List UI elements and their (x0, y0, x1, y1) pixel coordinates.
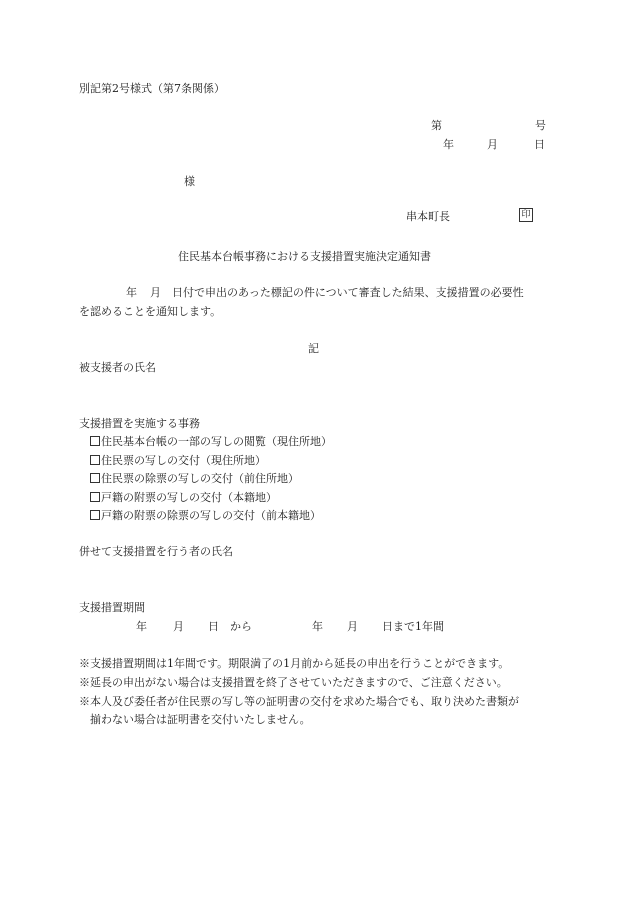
document-title: 住民基本台帳事務における支援措置実施決定通知書 (178, 250, 431, 263)
measure-item-label: 住民票の除票の写しの交付（前住所地） (101, 472, 299, 485)
measures-label: 支援措置を実施する事務 (79, 417, 200, 430)
body-month: 月 (150, 286, 161, 299)
checkbox (90, 510, 100, 520)
body-line1: 日付で申出のあった標記の件について審査した結果、支援措置の必要性 (172, 286, 524, 299)
measure-item-label: 戸籍の附票の除票の写しの交付（前本籍地） (101, 509, 321, 522)
measure-item (90, 473, 299, 484)
form-label: 別記第2号様式（第7条関係） (79, 82, 225, 95)
measure-item-label: 戸籍の附票の写しの交付（本籍地） (101, 491, 277, 504)
supported-person-label: 被支援者の氏名 (79, 361, 156, 374)
checkbox (90, 436, 100, 446)
doc-number-suffix: 号 (535, 119, 546, 132)
note: ※延長の申出がない場合は支援措置を終了させていただきますので、ご注意ください。 (79, 676, 508, 689)
period-from-month: 月 (173, 620, 184, 633)
measure-item-label: 住民票の写しの交付（現住所地） (101, 454, 266, 467)
period-label: 支援措置期間 (79, 601, 145, 614)
period-to-month: 月 (347, 620, 358, 633)
period-to-day: 日まで1年間 (382, 620, 444, 633)
period-from-kara: から (230, 620, 252, 633)
date-month: 月 (487, 138, 498, 151)
date-day: 日 (534, 138, 545, 151)
note: ※支援措置期間は1年間です。期限満了の1月前から延長の申出を行うことができます。 (79, 657, 510, 670)
checkbox (90, 455, 100, 465)
measure-item (90, 510, 321, 521)
checkbox (90, 492, 100, 502)
measure-item (90, 455, 266, 466)
doc-number-prefix: 第 (431, 119, 442, 132)
note: ※本人及び委任者が住民票の写し等の証明書の交付を求めた場合でも、取り決めた書類が (79, 695, 519, 708)
period-from-day: 日 (208, 620, 219, 633)
measure-item (90, 436, 332, 447)
date-year: 年 (443, 138, 454, 151)
issuer: 串本町長 (406, 210, 450, 223)
body-line2: を認めることを通知します。 (79, 305, 222, 318)
period-to-year: 年 (312, 620, 323, 633)
joint-person-label: 併せて支援措置を行う者の氏名 (79, 545, 233, 558)
measure-item (90, 492, 277, 503)
ki-marker: 記 (308, 342, 319, 355)
addressee-suffix: 様 (184, 175, 195, 188)
measure-item-label: 住民基本台帳の一部の写しの閲覧（現住所地） (101, 435, 332, 448)
body-year: 年 (126, 286, 137, 299)
seal-mark: 印 (519, 208, 533, 222)
period-from-year: 年 (136, 620, 147, 633)
checkbox (90, 473, 100, 483)
note: 揃わない場合は証明書を交付いたしません。 (90, 713, 311, 726)
